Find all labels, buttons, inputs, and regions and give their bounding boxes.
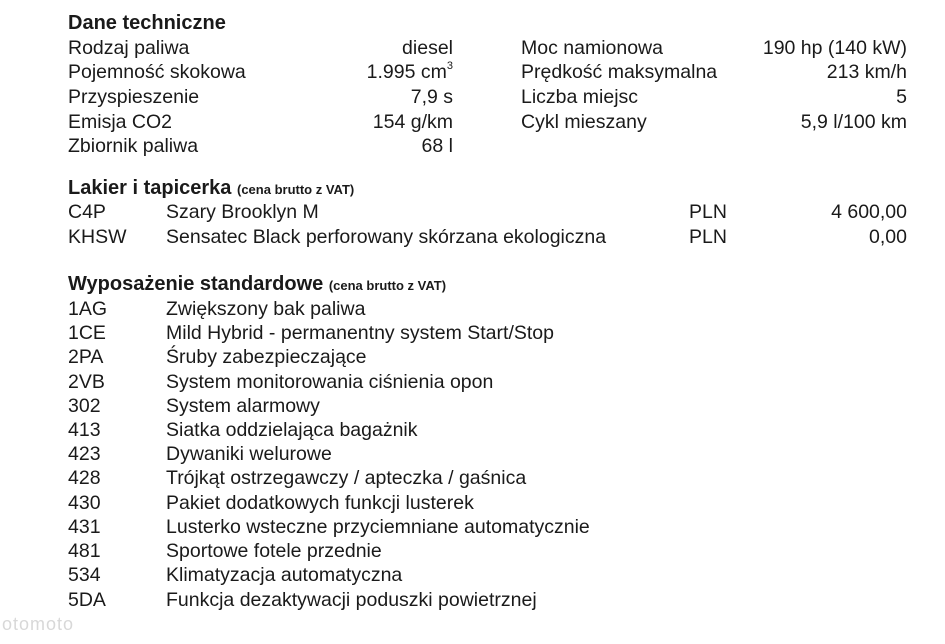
equipment-code: 1AG (68, 298, 108, 320)
equipment-code: 428 (68, 467, 101, 489)
paint-currency: PLN (689, 201, 727, 223)
equipment-code: 2PA (68, 346, 104, 368)
tech-label: Przyspieszenie (68, 86, 200, 108)
equipment-name: System monitorowania ciśnienia opon (166, 371, 494, 393)
equipment-heading: Wyposażenie standardowe (cena brutto z VAT) (68, 273, 447, 295)
equipment-name: System alarmowy (166, 395, 320, 417)
equipment-name: Funkcja dezaktywacji poduszki powietrznej (166, 589, 537, 611)
equipment-code: 302 (68, 395, 101, 417)
tech-label: Pojemność skokowa (68, 61, 246, 83)
equipment-name: Trójkąt ostrzegawczy / apteczka / gaśnica (166, 467, 527, 489)
tech-value: 190 hp (140 kW) (762, 37, 907, 59)
equipment-code: 430 (68, 492, 101, 514)
paint-code: C4P (68, 201, 106, 223)
tech-label: Moc namionowa (521, 37, 663, 59)
watermark: otomoto (2, 614, 75, 634)
tech-label: Rodzaj paliwa (68, 37, 190, 59)
equipment-code: 1CE (68, 322, 106, 344)
equipment-code: 423 (68, 443, 101, 465)
price-note: (cena brutto z VAT) (237, 182, 355, 197)
equipment-name: Siatka oddzielająca bagażnik (166, 419, 418, 441)
paint-code: KHSW (68, 226, 127, 248)
superscript: 3 (446, 60, 453, 72)
equipment-name: Śruby zabezpieczające (166, 346, 367, 368)
paint-name: Sensatec Black perforowany skórzana ekologiczna (166, 226, 607, 248)
tech-value: 1.995 $cm^3$ (366, 60, 453, 83)
tech-value: 5,9 l/100 km (800, 111, 907, 133)
equipment-name: Sportowe fotele przednie (166, 540, 382, 562)
tech-value: diesel (402, 37, 453, 59)
tech-label: Cykl mieszany (521, 111, 647, 133)
equipment-name: Mild Hybrid - permanentny system Start/Stop (166, 322, 554, 344)
equipment-name: Pakiet dodatkowych funkcji lusterek (166, 492, 474, 514)
paint-currency: PLN (689, 226, 727, 248)
paint-price: 4 600,00 (831, 201, 907, 223)
tech-value: 7,9 s (410, 86, 453, 108)
equipment-name: Zwiększony bak paliwa (166, 298, 366, 320)
tech-label: Liczba miejsc (521, 86, 639, 108)
equipment-code: 534 (68, 564, 101, 586)
equipment-code: 481 (68, 540, 101, 562)
tech-label: Emisja CO2 (68, 111, 173, 133)
equipment-code: 2VB (68, 371, 105, 393)
equipment-code: 413 (68, 419, 101, 441)
equipment-code: 431 (68, 516, 101, 538)
price-note: (cena brutto z VAT) (328, 278, 447, 293)
tech-label: Prędkość maksymalna (521, 61, 718, 83)
equipment-name: Lusterko wsteczne przyciemniane automatycznie (166, 516, 590, 538)
tech-value: 5 (896, 86, 907, 108)
equipment-name: Klimatyzacja automatyczna (166, 564, 403, 586)
tech-label: Zbiornik paliwa (68, 135, 199, 157)
equipment-name: Dywaniki welurowe (166, 443, 332, 465)
tech-value: 154 g/km (372, 111, 453, 133)
paint-heading: Lakier i tapicerka (cena brutto z VAT) (68, 177, 355, 199)
paint-price: 0,00 (869, 226, 907, 248)
equipment-code: 5DA (68, 589, 106, 611)
tech-heading: Dane techniczne (68, 12, 226, 34)
paint-name: Szary Brooklyn M (166, 201, 319, 223)
tech-value: 68 l (421, 135, 453, 157)
tech-value: 213 km/h (826, 61, 907, 83)
